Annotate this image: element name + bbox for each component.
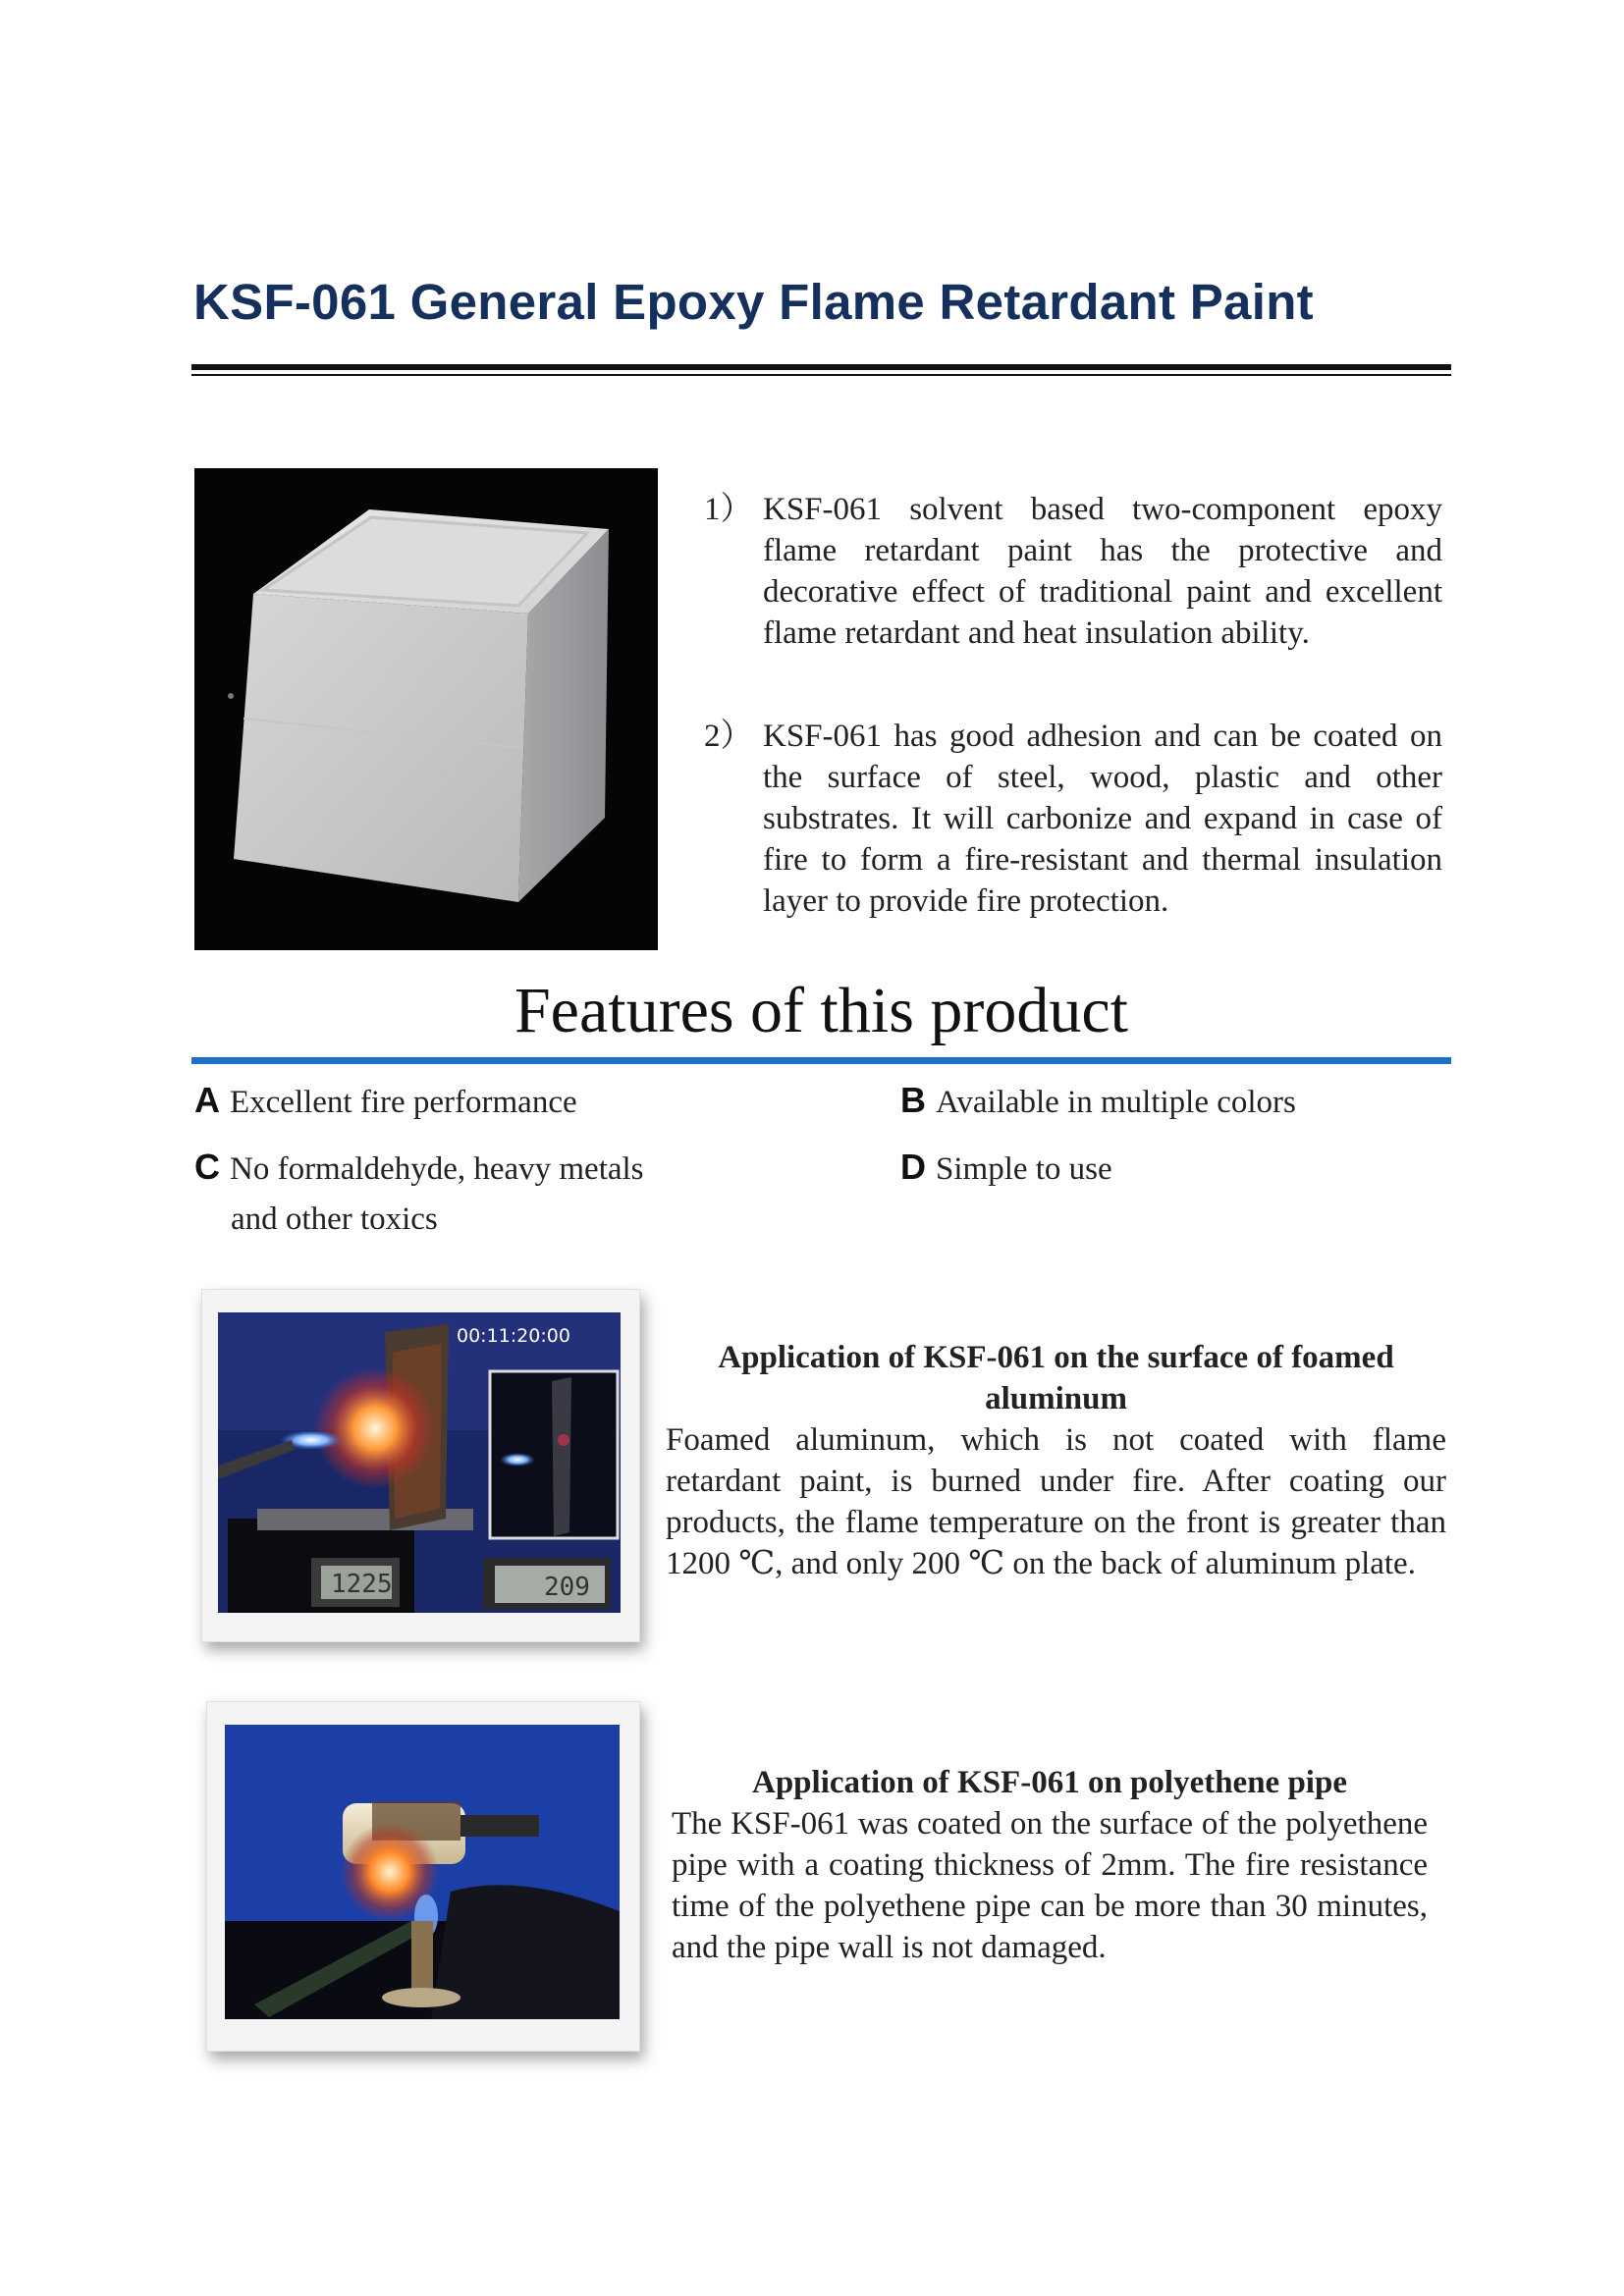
title-rule-thin (191, 374, 1451, 376)
display-back-value: 209 (544, 1573, 590, 1602)
feature-text: Excellent fire performance (230, 1085, 577, 1120)
feature-letter: A (194, 1080, 220, 1120)
intro-item-number: 2） (704, 719, 753, 754)
feature-letter: C (194, 1147, 220, 1187)
feature-text: Simple to use (936, 1151, 1112, 1187)
display-front-value: 1225 (331, 1570, 393, 1599)
feature-text: No formaldehyde, heavy metals (230, 1151, 644, 1187)
photo-polyethene-pipe-test (225, 1725, 620, 2019)
features-heading: Features of this product (514, 975, 1129, 1046)
application-body-foamed-aluminum: Foamed aluminum, which is not coated with flame retardant paint, is burned under fire. After coating our products, the flame temperature on the front is greater than 1200 ℃, and only 200 ℃ on the back of aluminum plate. (666, 1422, 1446, 1581)
page-title: KSF-061 General Epoxy Flame Retardant Paint (193, 274, 1314, 330)
intro-item-text: KSF-061 solvent based two-component epoxy flame retardant paint has the protective and decorative effect of traditional paint and excellent flame retardant and heat insulation ability. (763, 492, 1442, 651)
video-timer: 00:11:20:00 (457, 1325, 570, 1347)
photo-foamed-aluminum-test (218, 1312, 621, 1613)
product-photo (194, 468, 658, 950)
intro-item-number: 1） (704, 492, 753, 527)
feature-item-d (900, 1145, 1112, 1192)
application-title-polyethene-pipe: Application of KSF-061 on polyethene pipe (752, 1765, 1347, 1800)
feature-text-continued: and other toxics (231, 1201, 438, 1237)
features-rule (191, 1057, 1451, 1064)
feature-item-b (900, 1078, 1296, 1125)
feature-item-a (194, 1078, 577, 1125)
feature-letter: B (900, 1080, 926, 1120)
intro-item-text: KSF-061 has good adhesion and can be coated on the surface of steel, wood, plastic and other substrates. It will carbonize and expand in case of fire to form a fire-resistant and thermal insulation layer to provide fire protection. (763, 719, 1442, 919)
feature-text: Available in multiple colors (936, 1085, 1296, 1120)
intro-item-2 (704, 716, 1442, 922)
feature-letter: D (900, 1147, 926, 1187)
application-body-polyethene-pipe: The KSF-061 was coated on the surface of the polyethene pipe with a coating thickness of 2mm. The fire resistance time of the polyethene pipe can be more than 30 minutes, and the pipe wall is not damaged. (672, 1806, 1428, 1965)
title-rule-thick (191, 364, 1451, 370)
application-title-foamed-aluminum: Application of KSF-061 on the surface of foamed aluminum (718, 1340, 1394, 1416)
feature-item-c (194, 1145, 644, 1192)
intro-item-1 (704, 489, 1442, 654)
